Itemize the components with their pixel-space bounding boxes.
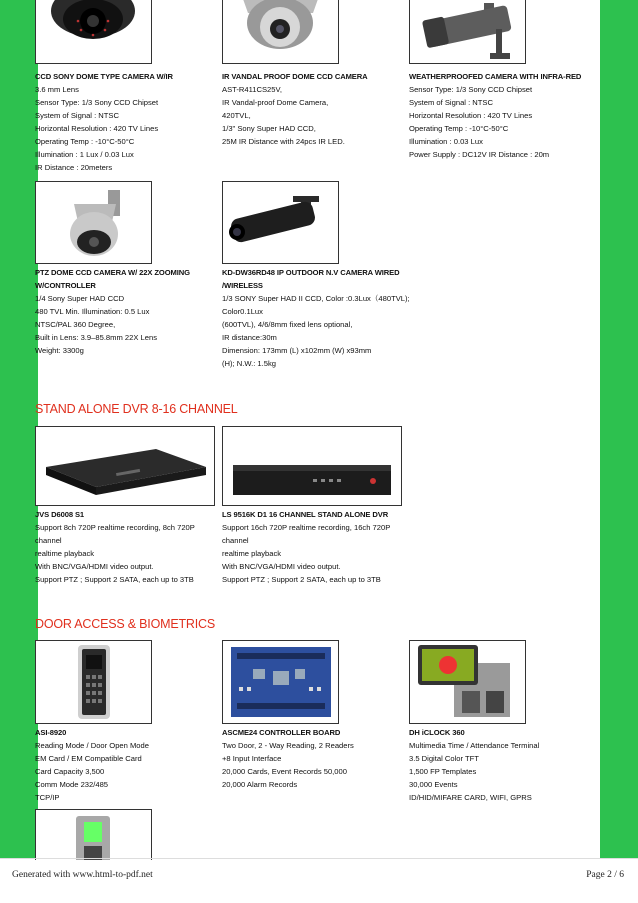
spec-line: System of Signal : NTSC: [35, 111, 119, 120]
spec-line: 1,500 FP Templates: [409, 767, 477, 776]
section-title-dvr: STAND ALONE DVR 8-16 CHANNEL: [35, 402, 238, 416]
spec-line: Sensor Type: 1/3 Sony CCD Chipset: [409, 85, 533, 94]
spec-line: Multimedia Time / Attendance Terminal: [409, 741, 540, 750]
spec-line: EM Card / EM Compatible Card: [35, 754, 142, 763]
product-title: KD-DW36RD48 IP OUTDOOR N.V CAMERA WIRED: [222, 268, 400, 277]
product-title: WEATHERPROOFED CAMERA WITH INFRA-RED: [409, 72, 582, 81]
ls-dvr-image: [222, 426, 402, 506]
product-ir-vandal-dome: [222, 70, 407, 148]
product-title: ASCME24 CONTROLLER BOARD: [222, 728, 341, 737]
product-title: W/CONTROLLER: [35, 281, 96, 290]
footer-generator-text: Generated with www.html-to-pdf.net: [12, 870, 153, 880]
spec-line: Horizontal Resolution : 420 TV Lines: [409, 111, 533, 120]
left-green-border: [0, 0, 38, 858]
dome-camera-image: [35, 0, 152, 64]
product-title: PTZ DOME CCD CAMERA W/ 22X ZOOMING: [35, 268, 190, 277]
spec-line: 30,000 Events: [409, 780, 458, 789]
product-asi-8920: [35, 726, 220, 804]
spec-line: +8 Input Interface: [222, 754, 282, 763]
spec-line: Comm Mode 232/485: [35, 780, 109, 789]
spec-line: NTSC/PAL 360 Degree,: [35, 320, 116, 329]
spec-line: With BNC/VGA/HDMI video output.: [222, 562, 341, 571]
product-ptz-dome: [35, 266, 220, 357]
product-title: DH iCLOCK 360: [409, 728, 465, 737]
spec-line: ID/HID/MIFARE CARD, WIFI, GPRS: [409, 793, 532, 802]
product-title: /WIRELESS: [222, 281, 263, 290]
spec-line: 20,000 Alarm Records: [222, 780, 298, 789]
product-ccd-sony-dome: [35, 70, 220, 174]
product-title: IR VANDAL PROOF DOME CCD CAMERA: [222, 72, 368, 81]
product-jvs-d6008: [35, 508, 220, 586]
spec-line: Color0.1Lux: [222, 307, 263, 316]
spec-line: AST-R411CS25V,: [222, 85, 282, 94]
spec-line: Support 8ch 720P realtime recording, 8ch 720P: [35, 523, 195, 532]
footer-page-number: Page 2 / 6: [586, 870, 624, 880]
spec-line: Illumination : 0.03 Lux: [409, 137, 483, 146]
footer-divider: [0, 858, 638, 859]
spec-line: Support PTZ ; Support 2 SATA, each up to 3TB: [222, 575, 381, 584]
spec-line: 20,000 Cards, Event Records 50,000: [222, 767, 347, 776]
spec-line: Dimension: 173mm (L) x102mm (W) x93mm: [222, 346, 372, 355]
iclock-360-image: [409, 640, 526, 724]
spec-line: System of Signal : NTSC: [409, 98, 493, 107]
ptz-dome-camera-image: [35, 181, 152, 264]
product-weatherproof-camera: [409, 70, 594, 161]
asi-8920-image: [35, 640, 152, 724]
spec-line: 3.6 mm Lens: [35, 85, 79, 94]
ip-outdoor-camera-image: [222, 181, 339, 264]
product-ascme24: [222, 726, 407, 791]
spec-line: 480 TVL Min. Illumination: 0.5 Lux: [35, 307, 150, 316]
spec-line: Operating Temp : -10°C-50°C: [409, 124, 509, 133]
product-title: ASI-8920: [35, 728, 67, 737]
spec-line: Sensor Type: 1/3 Sony CCD Chipset: [35, 98, 159, 107]
product-title: CCD SONY DOME TYPE CAMERA W/IR: [35, 72, 173, 81]
spec-line: channel: [222, 536, 249, 545]
spec-line: Operating Temp : -10°C-50°C: [35, 137, 135, 146]
spec-line: Horizontal Resolution : 420 TV Lines: [35, 124, 159, 133]
product-ip-outdoor-camera: [222, 266, 422, 370]
spec-line: Card Capacity 3,500: [35, 767, 105, 776]
spec-line: 1/3 SONY Super HAD II CCD, Color :0.3Lux（480TVL);: [222, 294, 410, 303]
spec-line: Power Supply : DC12V IR Distance : 20m: [409, 150, 550, 159]
spec-line: IR Distance : 20meters: [35, 163, 113, 172]
fingerprint-reader-image: [35, 809, 152, 860]
spec-line: channel: [35, 536, 62, 545]
spec-line: TCP/IP: [35, 793, 60, 802]
spec-line: 420TVL,: [222, 111, 251, 120]
spec-line: Illumination : 1 Lux / 0.03 Lux: [35, 150, 134, 159]
section-title-door-access: DOOR ACCESS & BIOMETRICS: [35, 617, 215, 631]
controller-board-image: [222, 640, 339, 724]
spec-line: Support 16ch 720P realtime recording, 16ch 720P: [222, 523, 391, 532]
spec-line: IR Vandal-proof Dome Camera,: [222, 98, 329, 107]
spec-line: realtime playback: [35, 549, 95, 558]
product-ls-9516k: [222, 508, 407, 586]
spec-line: (H); N.W.: 1.5kg: [222, 359, 277, 368]
spec-line: Reading Mode / Door Open Mode: [35, 741, 149, 750]
spec-line: Two Door, 2 - Way Reading, 2 Readers: [222, 741, 354, 750]
spec-line: Support PTZ ; Support 2 SATA, each up to 3TB: [35, 575, 194, 584]
spec-line: realtime playback: [222, 549, 282, 558]
product-title: LS 9516K D1 16 CHANNEL STAND ALONE DVR: [222, 510, 389, 519]
spec-line: 3.5 Digital Color TFT: [409, 754, 479, 763]
spec-line: 1/4 Sony Super HAD CCD: [35, 294, 125, 303]
vandal-dome-camera-image: [222, 0, 339, 64]
right-green-border: [600, 0, 638, 858]
spec-line: With BNC/VGA/HDMI video output.: [35, 562, 154, 571]
weatherproof-camera-image: [409, 0, 526, 64]
spec-line: 1/3" Sony Super HAD CCD,: [222, 124, 316, 133]
spec-line: IR distance:30m: [222, 333, 277, 342]
product-dh-iclock-360: [409, 726, 594, 804]
spec-line: Weight: 3300g: [35, 346, 84, 355]
product-title: JVS D6008 S1: [35, 510, 85, 519]
spec-line: 25M IR Distance with 24pcs IR LED.: [222, 137, 345, 146]
spec-line: Built in Lens: 3.9–85.8mm 22X Lens: [35, 333, 157, 342]
jvs-dvr-image: [35, 426, 215, 506]
spec-line: (600TVL), 4/6/8mm fixed lens optional,: [222, 320, 353, 329]
